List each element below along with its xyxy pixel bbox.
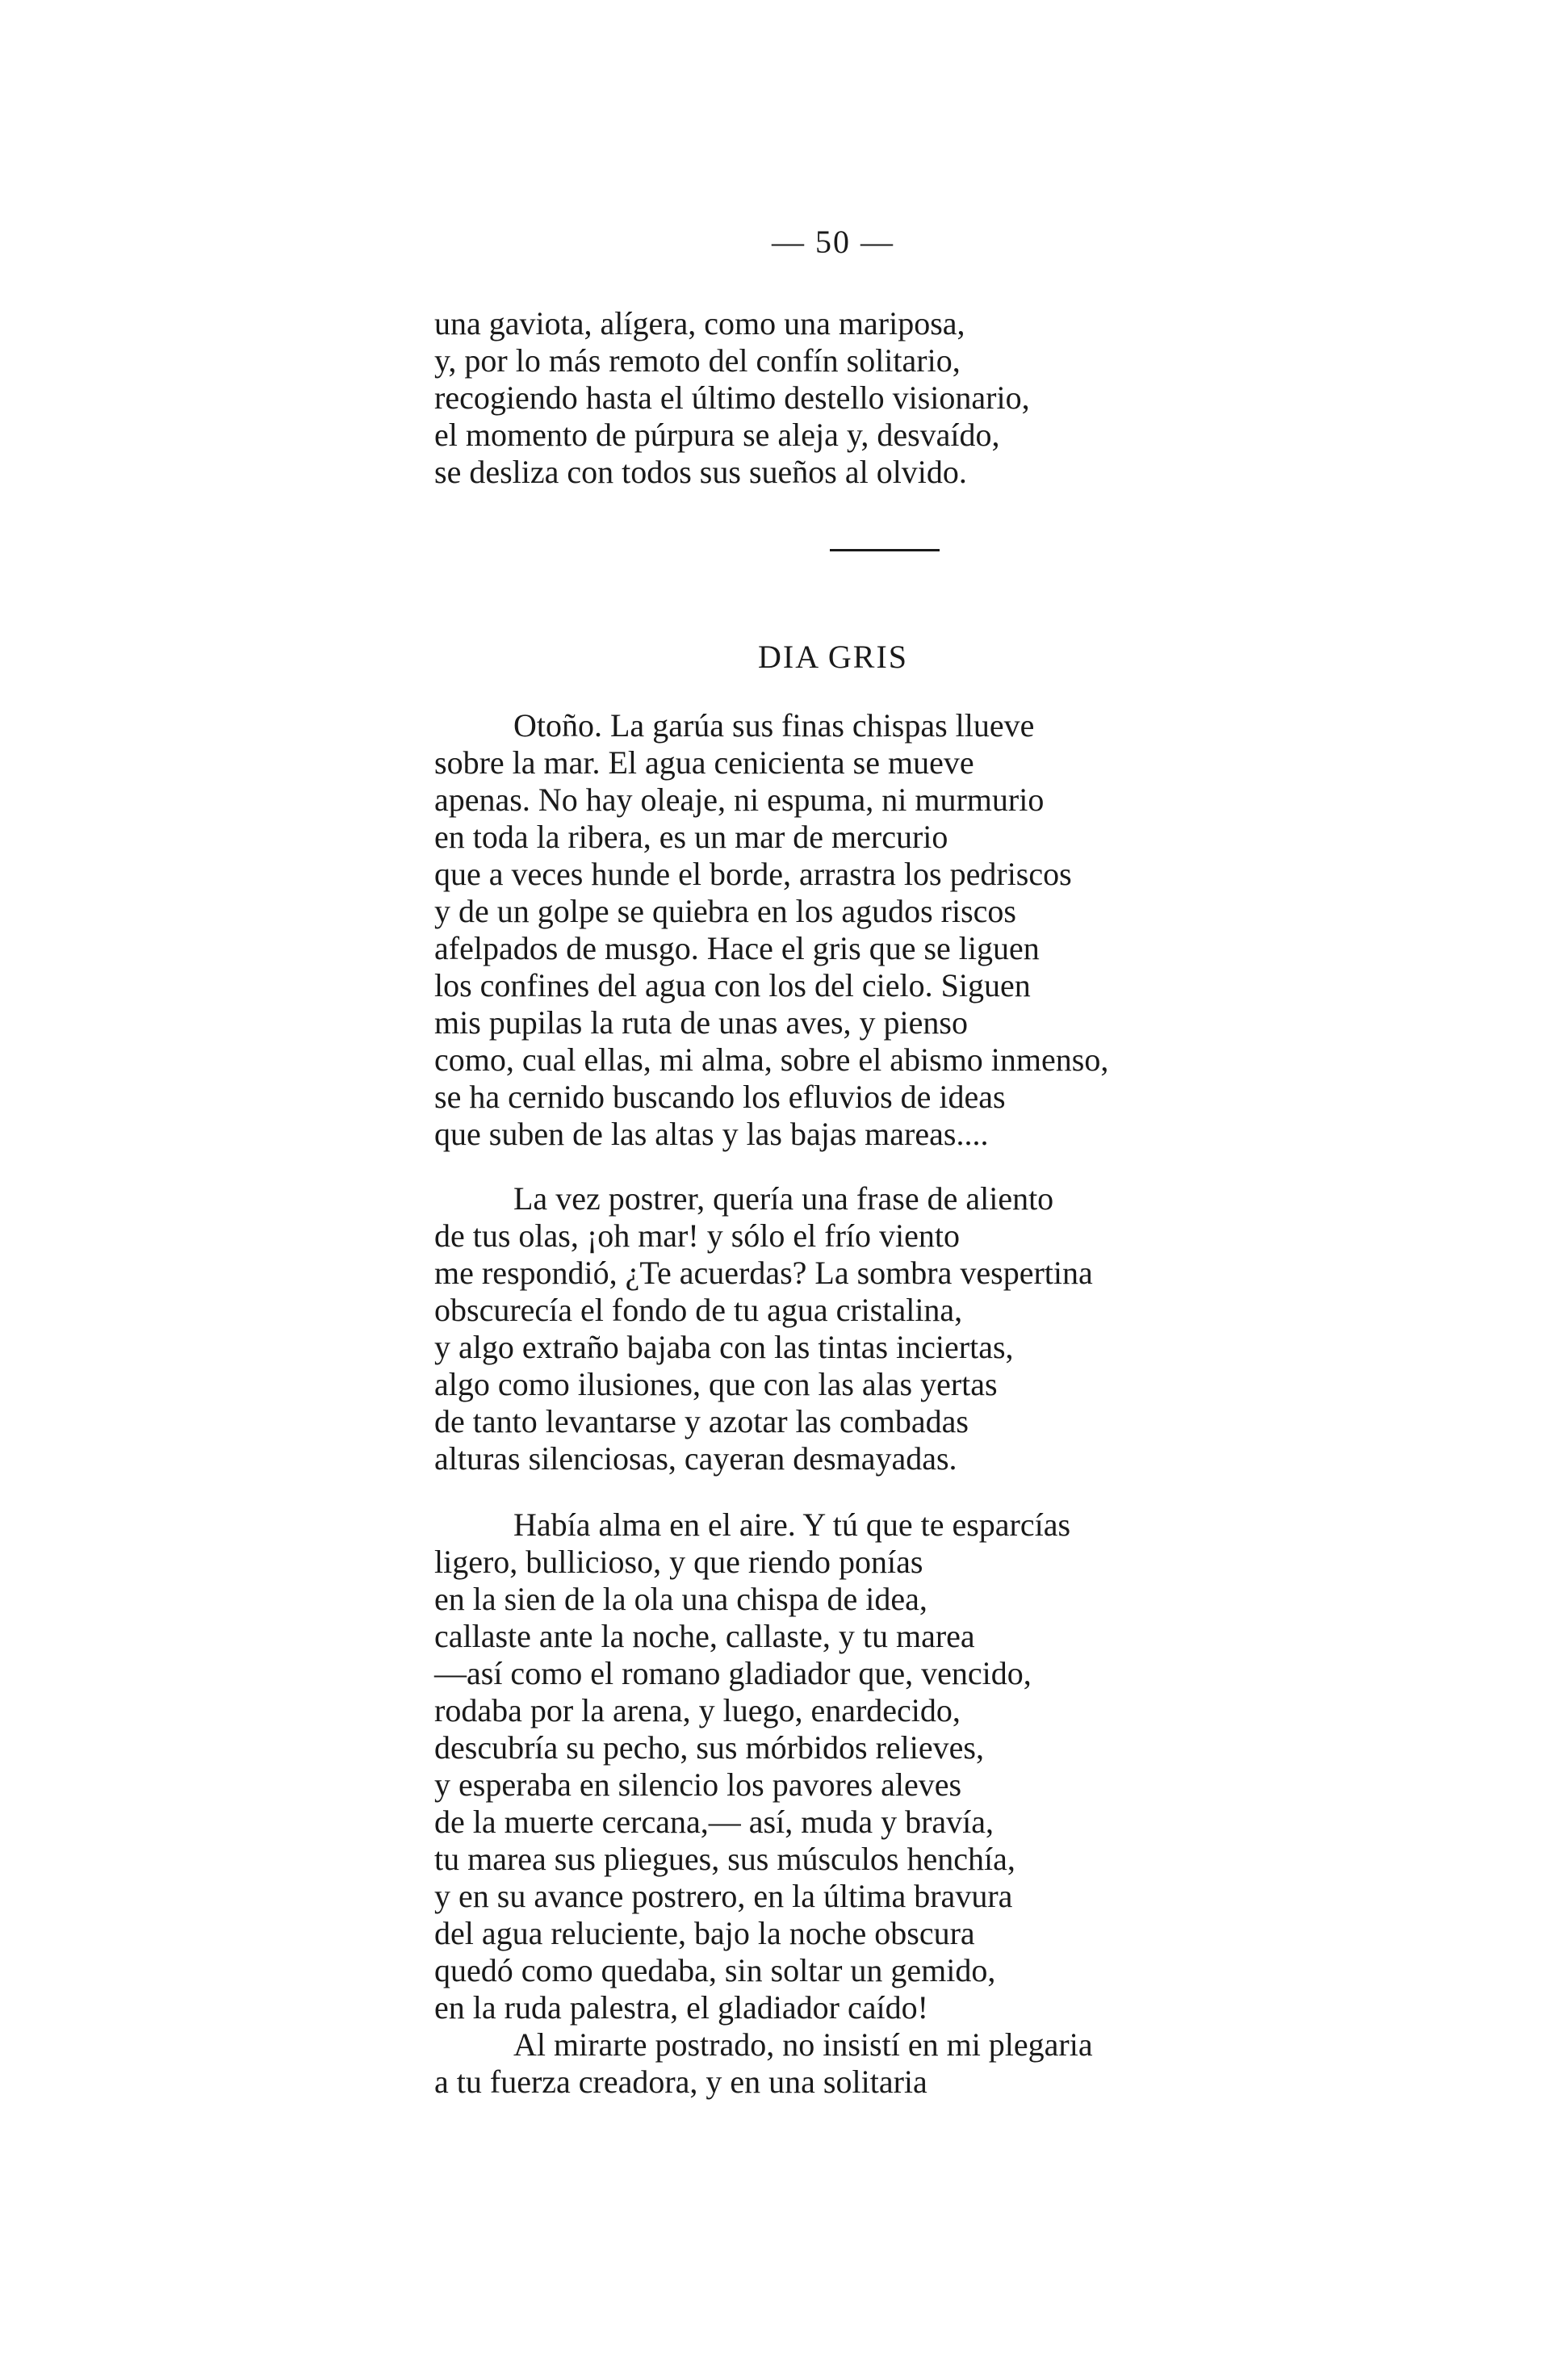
verse-line: en la sien de la ola una chispa de idea, bbox=[434, 1581, 927, 1617]
verse-line: mis pupilas la ruta de unas aves, y pienso bbox=[434, 1004, 968, 1041]
verse-line: La vez postrer, quería una frase de aliento bbox=[513, 1180, 1054, 1217]
verse-line: sobre la mar. El agua cenicienta se mueve bbox=[434, 744, 974, 781]
verse-line: de tus olas, ¡oh mar! y sólo el frío viento bbox=[434, 1217, 960, 1254]
intro-verse bbox=[434, 305, 1338, 491]
verse-line: se desliza con todos sus sueños al olvido. bbox=[434, 454, 967, 490]
section-divider bbox=[830, 549, 940, 551]
verse-line: descubría su pecho, sus mórbidos relieves, bbox=[434, 1729, 984, 1766]
verse-line: de tanto levantarse y azotar las combadas bbox=[434, 1403, 969, 1439]
verse-line: alturas silenciosas, cayeran desmayadas. bbox=[434, 1440, 957, 1477]
verse-line: Al mirarte postrado, no insistí en mi plegaria bbox=[513, 2026, 1093, 2063]
verse-line: obscurecía el fondo de tu agua cristalina, bbox=[434, 1292, 963, 1328]
verse-line: que suben de las altas y las bajas mareas.... bbox=[434, 1116, 989, 1152]
verse-line: —así como el romano gladiador que, vencido, bbox=[434, 1655, 1032, 1691]
verse-line: recogiendo hasta el último destello visionario, bbox=[434, 379, 1030, 416]
verse-line: y, por lo más remoto del confín solitario, bbox=[434, 342, 961, 379]
verse-line: y esperaba en silencio los pavores aleves bbox=[434, 1766, 962, 1803]
verse-line: tu marea sus pliegues, sus músculos henchía, bbox=[434, 1841, 1015, 1877]
verse-line: y de un golpe se quiebra en los agudos riscos bbox=[434, 893, 1016, 929]
verse-line: los confines del agua con los del cielo. Siguen bbox=[434, 967, 1031, 1004]
verse-line: Había alma en el aire. Y tú que te esparcías bbox=[513, 1506, 1071, 1543]
verse-line: algo como ilusiones, que con las alas yertas bbox=[434, 1366, 998, 1402]
verse-line: una gaviota, alígera, como una mariposa, bbox=[434, 305, 965, 341]
page-number: — 50 — bbox=[772, 224, 894, 260]
verse-line: afelpados de musgo. Hace el gris que se liguen bbox=[434, 930, 1040, 966]
verse-line: Otoño. La garúa sus finas chispas llueve bbox=[513, 707, 1035, 744]
verse-line: me respondió, ¿Te acuerdas? La sombra vespertina bbox=[434, 1255, 1093, 1291]
verse-line: quedó como quedaba, sin soltar un gemido, bbox=[434, 1952, 996, 1988]
verse-line: en la ruda palestra, el gladiador caído! bbox=[434, 1989, 928, 2026]
section-title: DIA GRIS bbox=[757, 639, 909, 675]
stanza-3 bbox=[434, 1506, 1338, 2101]
verse-line: rodaba por la arena, y luego, enardecido, bbox=[434, 1692, 961, 1728]
verse-line: y en su avance postrero, en la última bravura bbox=[434, 1878, 1013, 1914]
stanza-1 bbox=[434, 707, 1338, 1153]
verse-line: callaste ante la noche, callaste, y tu marea bbox=[434, 1618, 975, 1654]
verse-line: apenas. No hay oleaje, ni espuma, ni murmurio bbox=[434, 781, 1045, 818]
verse-line: de la muerte cercana,— así, muda y bravía, bbox=[434, 1804, 994, 1840]
verse-line: del agua reluciente, bajo la noche obscura bbox=[434, 1915, 975, 1951]
verse-line: se ha cernido buscando los efluvios de ideas bbox=[434, 1079, 1006, 1115]
verse-line: y algo extraño bajaba con las tintas inciertas, bbox=[434, 1329, 1014, 1365]
verse-line: el momento de púrpura se aleja y, desvaído, bbox=[434, 417, 1000, 453]
verse-line: a tu fuerza creadora, y en una solitaria bbox=[434, 2064, 927, 2100]
verse-line: ligero, bullicioso, y que riendo ponías bbox=[434, 1544, 923, 1580]
verse-line: en toda la ribera, es un mar de mercurio bbox=[434, 819, 948, 855]
stanza-2 bbox=[434, 1180, 1338, 1477]
verse-line: que a veces hunde el borde, arrastra los pedriscos bbox=[434, 856, 1072, 892]
verse-line: como, cual ellas, mi alma, sobre el abismo inmenso, bbox=[434, 1041, 1109, 1078]
